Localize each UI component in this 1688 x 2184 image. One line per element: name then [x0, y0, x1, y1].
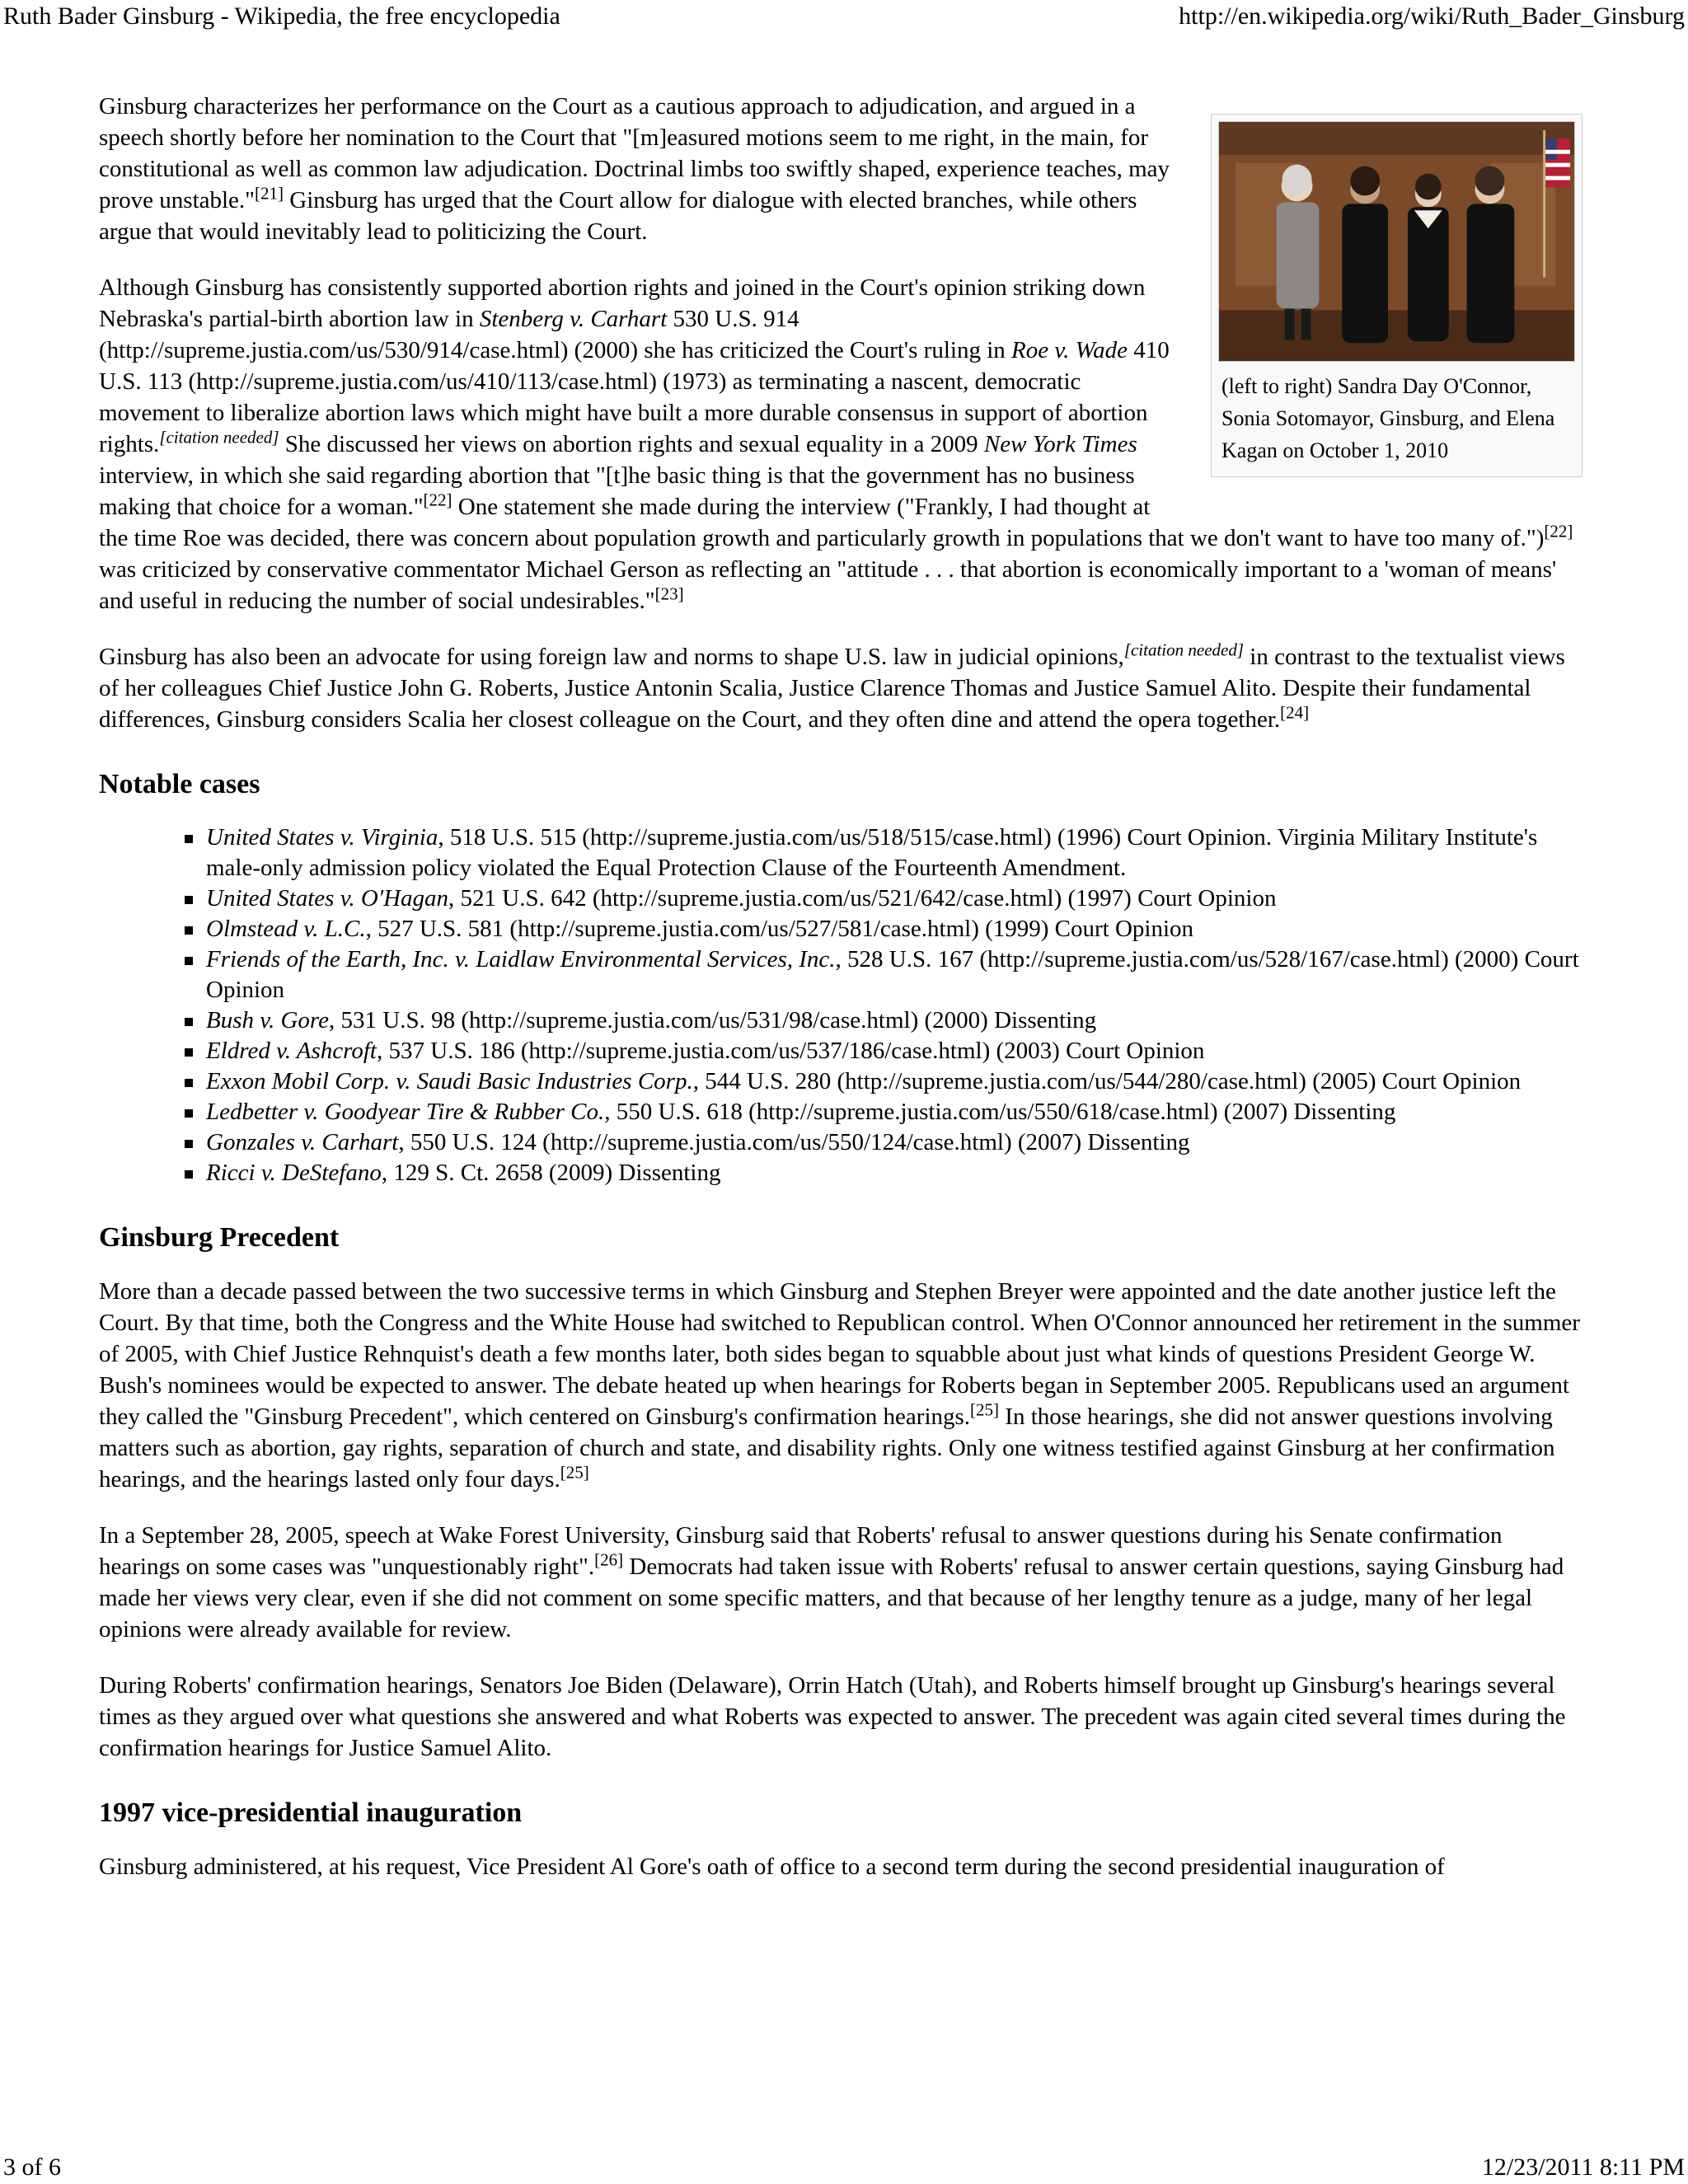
bullet-icon	[185, 1018, 193, 1026]
case-citation: , 521 U.S. 642 (http://supreme.justia.com/us/521/642/case.html) (1997) Court Opinion	[448, 885, 1277, 912]
citation-text: [citation needed]	[1123, 640, 1245, 660]
citation-26[interactable]: [26]	[594, 1549, 624, 1570]
case-citation: , 518 U.S. 515 (http://supreme.justia.com/us/518/515/case.html) (1996) Court Opinion. Virginia Military Institute's male-only admission policy violated the Equal Protection Clause of the Fourteenth Amendment.	[206, 824, 1538, 881]
text: She discussed her views on abortion rights and sexual equality in a 2009	[279, 431, 984, 457]
paragraph-precedent-2	[99, 1520, 1582, 1645]
citation-21[interactable]: [21]	[255, 183, 284, 204]
bullet-icon	[185, 926, 193, 935]
text: In those hearings, she did not answer questions involving matters such as abortion, gay rights, separation of church and state, and disability rights. Only one witness testified against Ginsburg at her confirmation hearings, and the hearings lasted only four days.	[99, 1404, 1555, 1493]
case-name[interactable]: Gonzales v. Carhart	[206, 1129, 399, 1155]
case-item	[206, 1127, 1582, 1158]
case-item	[206, 883, 1582, 914]
justices-photo[interactable]	[1218, 121, 1575, 362]
case-name[interactable]: Exxon Mobil Corp. v. Saudi Basic Industries Corp.	[206, 1068, 693, 1094]
case-item	[206, 823, 1582, 883]
case-name[interactable]: Eldred v. Ashcroft	[206, 1038, 377, 1064]
case-item	[206, 1097, 1582, 1127]
case-name[interactable]: Friends of the Earth, Inc. v. Laidlaw Environmental Services, Inc.	[206, 946, 836, 972]
case-item	[206, 914, 1582, 944]
case-item	[206, 1005, 1582, 1036]
heading-notable-cases: Notable cases	[99, 769, 260, 799]
case-citation: , 528 U.S. 167 (http://supreme.justia.com/us/528/167/case.html) (2000) Court Opinion	[206, 946, 1579, 1003]
text: More than a decade passed between the two successive terms in which Ginsburg and Stephen Breyer were appointed and the date another justice left the Court. By that time, both the Congress and the White House had switched to Republican control. When O'Connor announced her retirement in the summer of 2005, with Chief Justice Rehnquist's death a few months later, both sides began to squabble about just what kinds of questions President George W. Bush's nominees would be expected to answer. The debate heated up when hearings for Roberts began in September 2005. Republicans used an argument they called the "Ginsburg Precedent", which centered on Ginsburg's confirmation hearings.	[99, 1278, 1580, 1430]
text: 410 U.S. 113 (http://supreme.justia.com/us/410/113/case.html) (1973) as terminating a nascent, democratic movement to liberalize abortion laws which might have built a more durable consensus in support of abortion rights.	[99, 337, 1170, 457]
case-item	[206, 944, 1582, 1005]
citation-text: [citation needed]	[159, 427, 279, 448]
justices-photo-graphic	[1219, 122, 1574, 361]
citation-needed[interactable]	[159, 427, 279, 447]
bullet-icon	[185, 1140, 193, 1148]
case-item	[206, 1158, 1582, 1188]
case-name[interactable]: United States v. O'Hagan	[206, 885, 449, 912]
text: Ginsburg has urged that the Court allow for dialogue with elected branches, while others argue that would inevitably lead to politicizing the Court.	[99, 187, 1137, 245]
paragraph-precedent-1	[99, 1276, 1582, 1495]
citation-22[interactable]: [22]	[1544, 521, 1573, 541]
case-citation: , 537 U.S. 186 (http://supreme.justia.com/us/537/186/case.html) (2003) Court Opinion	[377, 1038, 1205, 1064]
bullet-icon	[185, 1079, 193, 1087]
text: Ginsburg characterizes her performance on the Court as a cautious approach to adjudication, and argued in a speech shortly before her nomination to the Court that "[m]easured motions seem to me right, in the main, for constitutional as well as common law adjudication. Doctrinal limbs too swiftly shaped, experience teaches, may prove unstable."	[99, 93, 1170, 213]
citation-23[interactable]: [23]	[654, 583, 684, 604]
text: In a September 28, 2005, speech at Wake Forest University, Ginsburg said that Roberts' refusal to answer questions during his Senate confirmation hearings on some cases was "unquestionably right".	[99, 1522, 1503, 1580]
text: was criticized by conservative commentator Michael Gerson as reflecting an "attitude . . . that abortion is economically important to a 'woman of means' and useful in reducing the number of social undesirables."	[99, 556, 1557, 614]
citation-22[interactable]: [22]	[423, 490, 452, 510]
page-number: 3 of 6	[3, 2154, 61, 2181]
citation-needed[interactable]	[1124, 640, 1244, 659]
figure-justices	[1211, 114, 1582, 477]
bullet-icon	[185, 957, 193, 965]
case-citation: , 129 S. Ct. 2658 (2009) Dissenting	[381, 1160, 721, 1186]
print-footer	[0, 2151, 1688, 2184]
bullet-icon	[185, 1109, 193, 1118]
text: One statement she made during the interview ("Frankly, I had thought at the time Roe was decided, there was concern about population growth and particularly growth in populations that we don't want to have too many of.")	[99, 494, 1545, 551]
text: in contrast to the textualist views of her colleagues Chief Justice John G. Roberts, Justice Antonin Scalia, Justice Clarence Thomas and Justice Samuel Alito. Despite their fundamental differences, Ginsburg considers Scalia her closest colleague on the Court, and they often dine and attend the opera together.	[99, 644, 1565, 733]
text: Democrats had taken issue with Roberts' refusal to answer certain questions, saying Ginsburg had made her views very clear, even if she did not comment on some specific matters, and that because of her lengthy tenure as a judge, many of her legal opinions were already available for review.	[99, 1554, 1564, 1643]
case-citation: , 550 U.S. 124 (http://supreme.justia.com/us/550/124/case.html) (2007) Dissenting	[398, 1129, 1190, 1155]
case-name[interactable]: Bush v. Gore	[206, 1007, 329, 1033]
citation-25[interactable]: [25]	[970, 1399, 1000, 1420]
article-content	[99, 91, 1582, 1907]
text: 530 U.S. 914 (http://supreme.justia.com/us/530/914/case.html) (2000) she has criticized the Court's ruling in	[99, 306, 1012, 363]
case-item	[206, 1066, 1582, 1097]
bullet-icon	[185, 896, 193, 904]
case-name: Stenberg v. Carhart	[479, 306, 668, 332]
page-url[interactable]: http://en.wikipedia.org/wiki/Ruth_Bader_Ginsburg	[1179, 2, 1685, 30]
case-item	[206, 1036, 1582, 1066]
figure-caption: (left to right) Sandra Day O'Connor, Sonia Sotomayor, Ginsburg, and Elena Kagan on October 1, 2010	[1221, 374, 1555, 462]
publication-name: New York Times	[983, 431, 1137, 457]
notable-cases-list	[99, 823, 1582, 1188]
paragraph-inauguration: Ginsburg administered, at his request, Vice President Al Gore's oath of office to a second term during the second presidential inauguration of	[99, 1854, 1445, 1880]
case-citation: , 531 U.S. 98 (http://supreme.justia.com/us/531/98/case.html) (2000) Dissenting	[329, 1007, 1097, 1033]
heading-ginsburg-precedent: Ginsburg Precedent	[99, 1222, 340, 1253]
paragraph-precedent-3: During Roberts' confirmation hearings, Senators Joe Biden (Delaware), Orrin Hatch (Utah), and Roberts himself brought up Ginsburg's hearings several times as they argued over what questions she answered and what Roberts was expected to answer. The precedent was again cited several times during the confirmation hearings for Justice Samuel Alito.	[99, 1672, 1566, 1761]
case-citation: , 550 U.S. 618 (http://supreme.justia.com/us/550/618/case.html) (2007) Dissenting	[604, 1099, 1396, 1125]
citation-25[interactable]: [25]	[560, 1462, 589, 1483]
case-name[interactable]: United States v. Virginia	[206, 824, 438, 851]
case-name: Roe v. Wade	[1011, 337, 1128, 363]
case-name[interactable]: Olmstead v. L.C.	[206, 916, 366, 942]
bullet-icon	[185, 1170, 193, 1179]
bullet-icon	[185, 1048, 193, 1057]
citation-24[interactable]: [24]	[1280, 702, 1310, 723]
print-datetime: 12/23/2011 8:11 PM	[1481, 2154, 1685, 2181]
case-name[interactable]: Ricci v. DeStefano	[206, 1160, 382, 1186]
page-title: Ruth Bader Ginsburg - Wikipedia, the free encyclopedia	[3, 2, 560, 30]
case-citation: , 527 U.S. 581 (http://supreme.justia.com/us/527/581/case.html) (1999) Court Opinion	[365, 916, 1194, 942]
text: interview, in which she said regarding abortion that "[t]he basic thing is that the government has no business making that choice for a woman."	[99, 462, 1135, 520]
paragraph-foreign-law	[99, 641, 1582, 735]
text: Although Ginsburg has consistently supported abortion rights and joined in the Court's opinion striking down Nebraska's partial-birth abortion law in	[99, 274, 1146, 332]
case-citation: , 544 U.S. 280 (http://supreme.justia.com/us/544/280/case.html) (2005) Court Opinion	[692, 1068, 1522, 1094]
case-name[interactable]: Ledbetter v. Goodyear Tire & Rubber Co.	[206, 1099, 605, 1125]
heading-inauguration: 1997 vice-presidential inauguration	[99, 1797, 523, 1828]
text: Ginsburg has also been an advocate for using foreign law and norms to shape U.S. law in judicial opinions,	[99, 644, 1124, 670]
bullet-icon	[185, 835, 193, 843]
print-header	[0, 0, 1688, 33]
